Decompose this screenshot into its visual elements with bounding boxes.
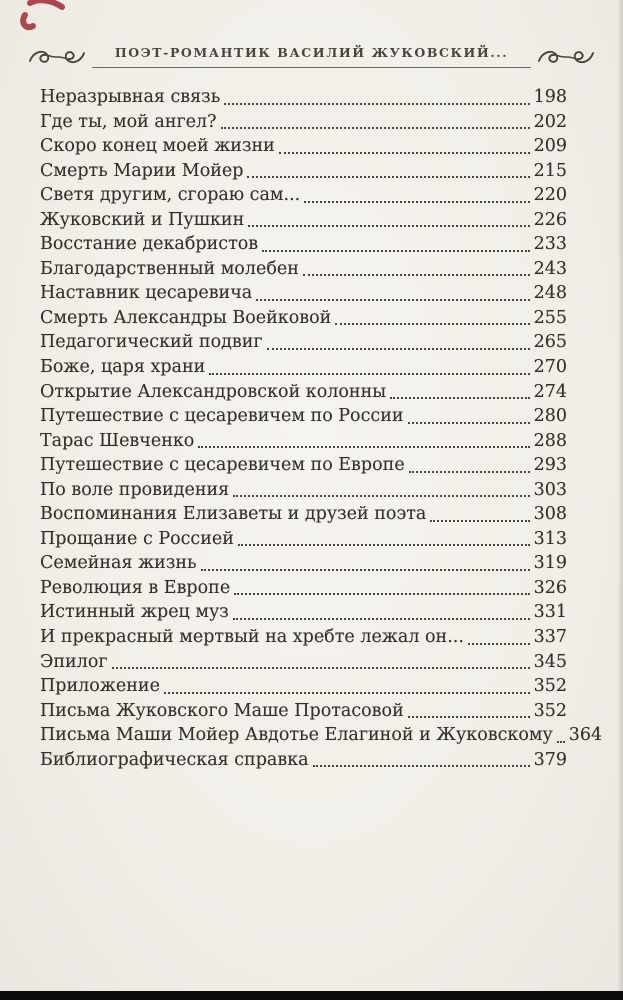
toc-list <box>40 85 603 772</box>
dot-leader <box>198 446 529 448</box>
dot-leader <box>238 544 530 546</box>
toc-entry-title: Благодарственный молебен <box>40 258 299 279</box>
toc-row <box>40 748 567 773</box>
toc-row <box>40 134 567 159</box>
toc-row <box>40 576 567 601</box>
dot-leader <box>248 225 529 227</box>
dot-leader <box>233 618 530 620</box>
toc-entry-title: Жуковский и Пушкин <box>40 209 245 230</box>
toc-row <box>40 208 567 233</box>
toc-row <box>40 429 567 454</box>
toc-row <box>40 600 567 625</box>
toc-entry-title: Письма Жуковского Маше Протасовой <box>40 700 404 721</box>
toc-entry-title: Семейная жизнь <box>40 553 197 574</box>
toc-entry-title: Путешествие с цесаревичем по России <box>40 406 404 427</box>
toc-row <box>40 355 567 380</box>
toc-row <box>40 159 567 184</box>
toc-entry-title: Смерть Марии Мойер <box>40 160 244 181</box>
scan-bottom-bar <box>0 991 623 1000</box>
dot-leader <box>262 250 529 252</box>
dot-leader <box>303 274 530 276</box>
toc-row <box>40 650 567 675</box>
dot-leader <box>224 103 529 105</box>
toc-entry-page: 209 <box>533 136 567 157</box>
dot-leader <box>112 667 530 669</box>
toc-entry-page: 319 <box>533 553 567 574</box>
toc-entry-title: Приложение <box>40 676 160 697</box>
toc-row <box>40 380 567 405</box>
toc-row <box>40 527 567 552</box>
toc-entry-title: Открытие Александровской колонны <box>40 381 387 402</box>
toc-entry-page: 226 <box>533 209 567 230</box>
dot-leader <box>313 765 530 767</box>
dot-leader <box>409 471 530 473</box>
toc-entry-page: 352 <box>533 676 567 697</box>
dot-leader <box>247 176 529 178</box>
toc-entry-title: Боже, царя храни <box>40 357 206 378</box>
toc-entry-page: 243 <box>533 258 567 279</box>
toc-row <box>40 232 567 257</box>
toc-entry-title: И прекрасный мертвый на хребте лежал он... <box>40 627 464 648</box>
toc-row <box>40 699 567 724</box>
toc-entry-page: 265 <box>533 332 567 353</box>
toc-entry-page: 303 <box>533 479 567 500</box>
toc-row <box>40 453 567 478</box>
red-pen-stroke-icon <box>18 0 66 34</box>
toc-row <box>40 110 567 135</box>
toc-entry-page: 198 <box>533 87 567 107</box>
toc-entry-page: 233 <box>533 234 567 255</box>
dot-leader <box>408 422 530 424</box>
toc-entry-title: Скоро конец моей жизни <box>40 136 275 157</box>
toc-entry-title: Наставник цесаревича <box>40 283 253 304</box>
toc-entry-page: 326 <box>533 577 567 598</box>
toc-entry-title: Путешествие с цесаревичем по Европе <box>40 455 405 476</box>
dot-leader <box>233 495 529 497</box>
toc-row <box>40 551 567 576</box>
toc-entry-page: 255 <box>533 307 567 328</box>
toc-entry-title: Революция в Европе <box>40 577 231 598</box>
toc-entry-page: 313 <box>533 528 567 549</box>
toc-entry-title: Педагогический подвиг <box>40 332 263 353</box>
dot-leader <box>209 373 529 375</box>
toc-entry-title: Прощание с Россией <box>40 528 234 549</box>
dot-leader <box>267 348 530 350</box>
toc-entry-title: Неразрывная связь <box>40 87 221 107</box>
toc-entry-page: 293 <box>533 455 567 476</box>
toc-entry-page: 280 <box>533 406 567 427</box>
dot-leader <box>221 127 530 129</box>
dot-leader <box>468 643 530 645</box>
toc-row <box>40 502 567 527</box>
dot-leader <box>234 593 529 595</box>
dot-leader <box>164 692 530 694</box>
dot-leader <box>279 152 530 154</box>
toc-entry-page: 364 <box>568 725 603 746</box>
toc-entry-page: 345 <box>533 651 567 672</box>
toc-entry-page: 337 <box>533 627 567 648</box>
toc-entry-page: 308 <box>533 504 567 525</box>
toc-entry-page: 288 <box>533 430 567 451</box>
toc-row <box>40 257 567 282</box>
toc-entry-title: Тарас Шевченко <box>40 430 195 451</box>
toc-entry-title: Эпилог <box>40 651 108 672</box>
toc-entry-title: Письма Маши Мойер Авдотье Елагиной и Жуковскому <box>40 725 553 746</box>
running-head <box>28 42 595 68</box>
toc-entry-page: 331 <box>533 602 567 623</box>
toc-entry-page: 215 <box>533 160 567 181</box>
toc-entry-page: 270 <box>533 357 567 378</box>
dot-leader <box>256 299 529 301</box>
dot-leader <box>335 323 529 325</box>
dot-leader <box>304 201 529 203</box>
toc-row <box>40 330 567 355</box>
book-title-header: ПОЭТ-РОМАНТИК ВАСИЛИЙ ЖУКОВСКИЙ... <box>114 45 509 60</box>
toc-row <box>40 478 567 503</box>
toc-row <box>40 625 567 650</box>
flourish-right-icon <box>537 47 595 71</box>
toc-entry-title: Восстание декабристов <box>40 234 259 255</box>
toc-row <box>40 183 567 208</box>
toc-entry-page: 352 <box>533 700 567 721</box>
dot-leader <box>390 397 529 399</box>
toc-row <box>40 281 567 306</box>
scan-edge-shade <box>617 0 623 1000</box>
toc-entry-page: 248 <box>533 283 567 304</box>
toc-entry-page: 379 <box>533 749 567 770</box>
toc-entry-title: Смерть Александры Воейковой <box>40 307 332 328</box>
dot-leader <box>430 520 529 522</box>
toc-entry-title: Истинный жрец муз <box>40 602 229 623</box>
toc-row <box>40 85 567 110</box>
toc-entry-title: Библиографическая справка <box>40 749 309 770</box>
toc-row <box>40 723 603 748</box>
toc-row <box>40 674 567 699</box>
dot-leader <box>201 569 530 571</box>
dot-leader <box>557 741 565 743</box>
toc-entry-page: 220 <box>533 185 567 206</box>
toc-entry-title: Где ты, мой ангел? <box>40 111 217 132</box>
toc-row <box>40 404 567 429</box>
running-head-rule <box>92 42 531 68</box>
flourish-left-icon <box>28 47 86 71</box>
toc-entry-title: Светя другим, сгораю сам... <box>40 185 301 206</box>
toc-entry-page: 274 <box>533 381 567 402</box>
red-ink-mark <box>18 0 66 38</box>
dot-leader <box>408 716 530 718</box>
toc-entry-title: По воле провидения <box>40 479 230 500</box>
toc-entry-title: Воспоминания Елизаветы и друзей поэта <box>40 504 427 525</box>
toc-row <box>40 306 567 331</box>
toc-entry-page: 202 <box>533 111 567 132</box>
